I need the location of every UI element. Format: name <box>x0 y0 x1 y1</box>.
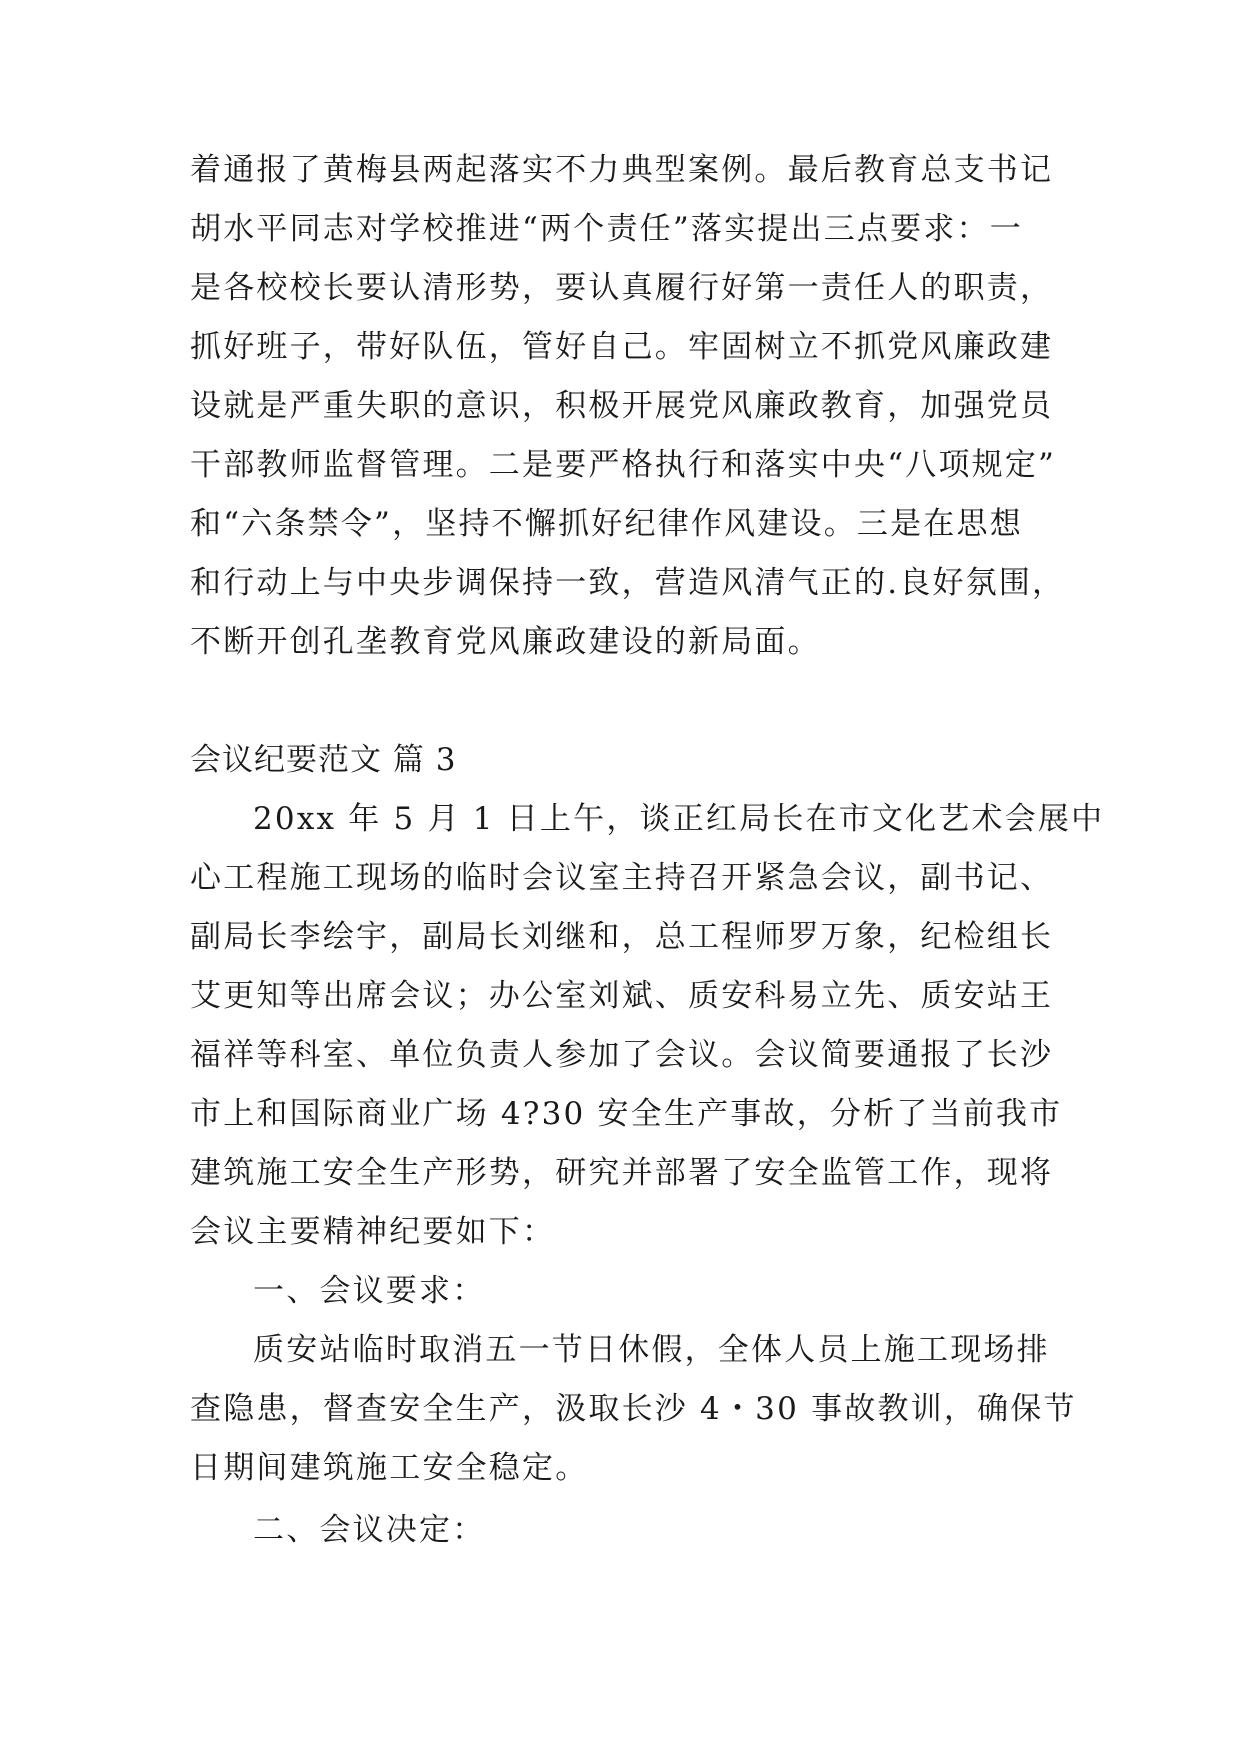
paragraph-line: 日期间建筑施工安全稳定。 <box>190 1450 589 1486</box>
item-title: 一、会议要求： <box>253 1273 486 1309</box>
section-heading: 会议纪要范文 篇 3 <box>190 742 457 778</box>
paragraph-line: 查隐患，督查安全生产，汲取长沙 4・30 事故教训，确保节 <box>190 1391 1077 1427</box>
paragraph-line: 胡水平同志对学校推进“两个责任”落实提出三点要求：一 <box>190 211 1023 247</box>
item-title: 二、会议决定： <box>253 1512 486 1548</box>
paragraph-line: 质安站临时取消五一节日休假，全体人员上施工现场排 <box>253 1332 1050 1368</box>
paragraph-line: 福祥等科室、单位负责人参加了会议。会议简要通报了长沙 <box>190 1037 1054 1073</box>
paragraph-line: 心工程施工现场的临时会议室主持召开紧急会议，副书记、 <box>190 860 1054 896</box>
paragraph-line: 干部教师监督管理。二是要严格执行和落实中央“八项规定” <box>190 447 1057 483</box>
paragraph-line: 艾更知等出席会议；办公室刘斌、质安科易立先、质安站王 <box>190 978 1054 1014</box>
paragraph-line: 市上和国际商业广场 4?30 安全生产事故，分析了当前我市 <box>190 1096 1063 1132</box>
paragraph-line: 抓好班子，带好队伍，管好自己。牢固树立不抓党风廉政建 <box>190 329 1054 365</box>
paragraph-line: 不断开创孔垄教育党风廉政建设的新局面。 <box>190 624 821 660</box>
paragraph-line: 副局长李绘宇，副局长刘继和，总工程师罗万象，纪检组长 <box>190 919 1054 955</box>
paragraph-line: 着通报了黄梅县两起落实不力典型案例。最后教育总支书记 <box>190 152 1054 188</box>
paragraph-line: 20xx 年 5 月 1 日上午，谈正红局长在市文化艺术会展中 <box>253 801 1105 837</box>
paragraph-line: 和行动上与中央步调保持一致，营造风清气正的.良好氛围， <box>190 565 1066 601</box>
paragraph-line: 会议主要精神纪要如下： <box>190 1214 556 1250</box>
paragraph-line: 是各校校长要认清形势，要认真履行好第一责任人的职责， <box>190 270 1054 306</box>
paragraph-line: 和“六条禁令”，坚持不懈抓好纪律作风建设。三是在思想 <box>190 506 1023 542</box>
paragraph-line: 建筑施工安全生产形势，研究并部署了安全监管工作，现将 <box>190 1155 1054 1191</box>
paragraph-line: 设就是严重失职的意识，积极开展党风廉政教育，加强党员 <box>190 388 1054 424</box>
